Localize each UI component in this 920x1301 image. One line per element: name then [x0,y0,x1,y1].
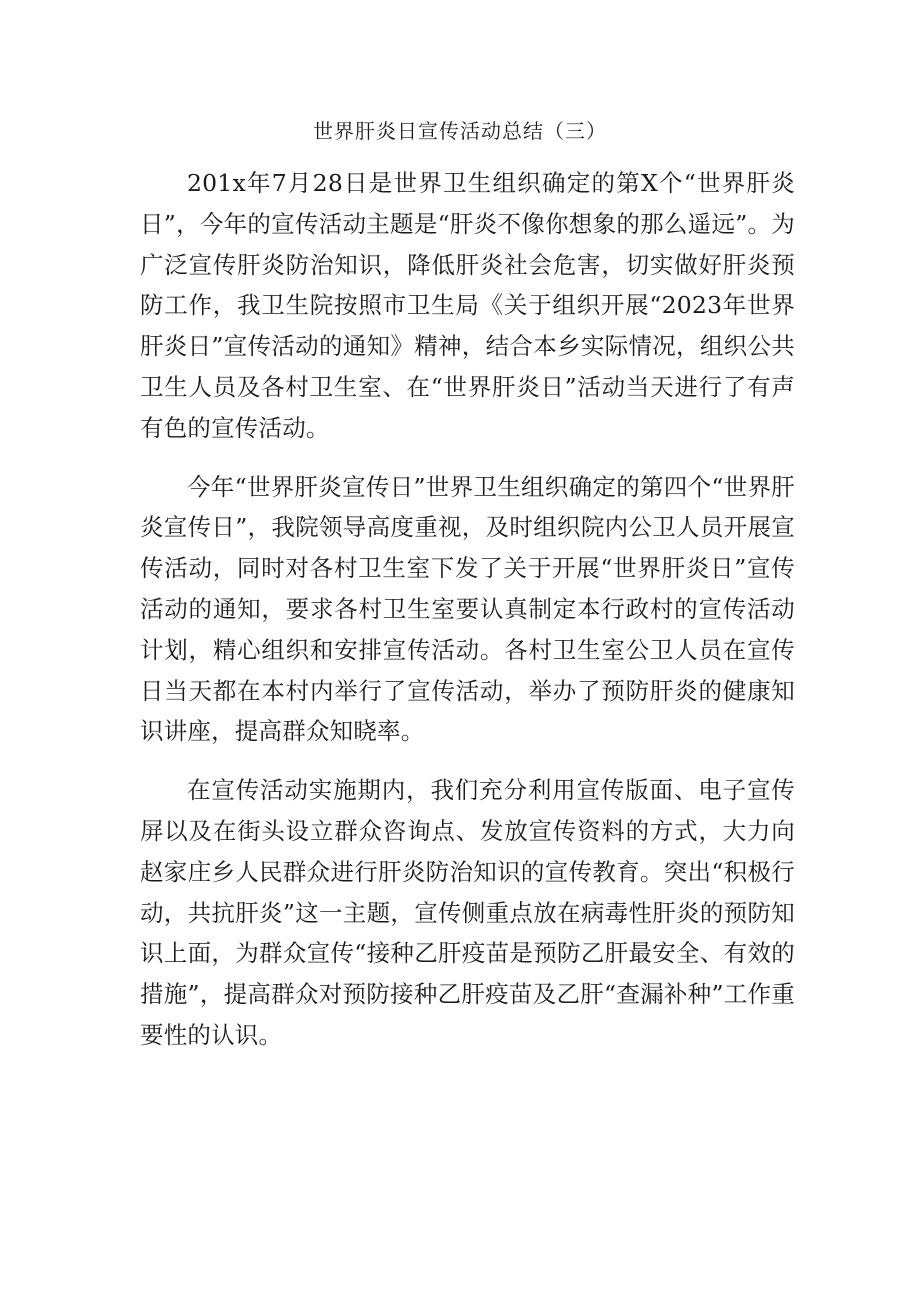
paragraph-2: 今年“世界肝炎宣传日”世界卫生组织确定的第四个“世界肝炎宣传日”，我院领导高度重视，及时组织院内公卫人员开展宣传活动，同时对各村卫生室下发了关于开展“世界肝炎日”宣传活动的通知，要求各村卫生室要认真制定本行政村的宣传活动计划，精心组织和安排宣传活动。各村卫生室公卫人员在宣传日当天都在本村内举行了宣传活动，举办了预防肝炎的健康知识讲座，提高群众知晓率。 [140,472,795,746]
paragraph-3: 在宣传活动实施期内，我们充分利用宣传版面、电子宣传屏以及在街头设立群众咨询点、发放宣传资料的方式，大力向赵家庄乡人民群众进行肝炎防治知识的宣传教育。突出“积极行动，共抗肝炎”这一主题，宣传侧重点放在病毒性肝炎的预防知识上面，为群众宣传“接种乙肝疫苗是预防乙肝最安全、有效的措施”，提高群众对预防接种乙肝疫苗及乙肝“查漏补种”工作重要性的认识。 [140,776,795,1049]
document-title: 世界肝炎日宣传活动总结（三） [313,119,607,143]
paragraph-1: 201x年7月28日是世界卫生组织确定的第X个“世界肝炎日”，今年的宣传活动主题是“肝炎不像你想象的那么遥远”。为广泛宣传肝炎防治知识，降低肝炎社会危害，切实做好肝炎预防工作，我卫生院按照市卫生局《关于组织开展“2023年世界肝炎日”宣传活动的通知》精神，结合本乡实际情况，组织公共卫生人员及各村卫生室、在“世界肝炎日”活动当天进行了有声有色的宣传活动。 [140,169,795,442]
document-body [140,163,795,1056]
